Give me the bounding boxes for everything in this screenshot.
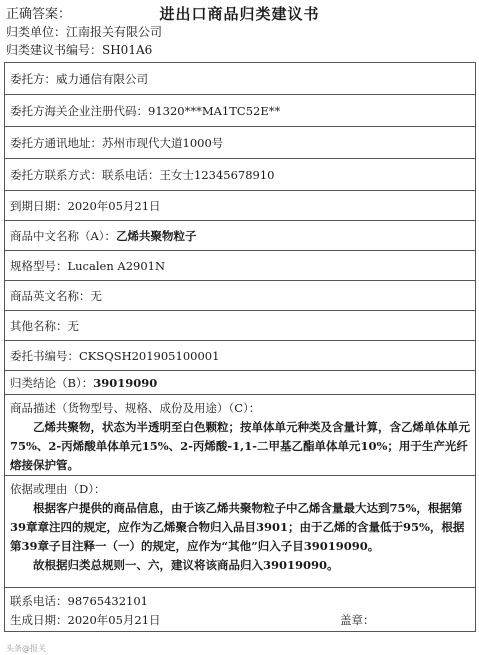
phone-line: 联系电话：98765432101 bbox=[10, 594, 148, 608]
watermark-text: 头条@报关 bbox=[6, 644, 46, 653]
address-row: 委托方通讯地址：苏州市现代大道1000号 bbox=[5, 127, 476, 159]
conclusion-value: 39019090 bbox=[93, 375, 158, 390]
proposal-number: 归类建议书编号：SH01A6 bbox=[6, 43, 153, 57]
seal-label: 盖章： bbox=[340, 613, 375, 627]
description-text: 乙烯共聚物，状态为半透明至白色颗粒；按单体单元种类及含量计算，含乙烯单体单元75%、2-丙烯酸单体单元15%、2-丙烯酸-1,1-二甲基乙酯单体单元10%；用于生产光纤熔接保护管。 bbox=[10, 420, 470, 472]
basis-cell bbox=[5, 476, 476, 588]
footer-cell bbox=[5, 588, 476, 632]
description-label: 商品描述（货物型号、规格、成份及用途）（C）： bbox=[10, 401, 261, 415]
customs-code-row: 委托方海关企业注册代码：91320***MA1TC52E** bbox=[5, 95, 476, 127]
description-cell bbox=[5, 395, 476, 476]
contact-row: 委托方联系方式：联系电话：王女士12345678910 bbox=[5, 159, 476, 191]
classification-form-table bbox=[4, 62, 476, 632]
due-date-row: 到期日期：2020年05月21日 bbox=[5, 191, 476, 221]
conclusion-label: 归类结论（B）： bbox=[10, 375, 94, 390]
other-name-row: 其他名称：无 bbox=[5, 311, 476, 341]
chinese-name-row bbox=[5, 221, 476, 251]
generation-date: 生成日期：2020年05月21日 bbox=[10, 613, 161, 627]
date-seal-line bbox=[10, 611, 470, 630]
conclusion-row bbox=[5, 371, 476, 395]
basis-paragraph-2: 故根据归类总规则一、六，建议将该商品归入39019090。 bbox=[33, 558, 339, 572]
chinese-name-label: 商品中文名称（A）： bbox=[10, 228, 117, 243]
basis-paragraph-1: 根据客户提供的商品信息，由于该乙烯共聚物粒子中乙烯含量最大达到75%，根据第39章章注四的规定，应作为乙烯聚合物归入品目3901；由于乙烯的含量低于95%，根据第39章子目注释一（一）的规定，应作为“其他”归入子目39019090。 bbox=[10, 501, 465, 553]
model-row: 规格型号：Lucalen A2901N bbox=[5, 251, 476, 281]
answer-label: 正确答案： bbox=[6, 7, 72, 22]
document-title: 进出口商品归类建议书 bbox=[159, 5, 320, 23]
client-row: 委托方：威力通信有限公司 bbox=[5, 63, 476, 95]
commission-number-row: 委托书编号：CKSQSH201905100001 bbox=[5, 341, 476, 371]
classification-unit: 归类单位：江南报关有限公司 bbox=[6, 25, 163, 39]
basis-label: 依据或理由（D）： bbox=[10, 482, 106, 496]
english-name-row: 商品英文名称：无 bbox=[5, 281, 476, 311]
chinese-name-value: 乙烯共聚物粒子 bbox=[116, 228, 197, 243]
